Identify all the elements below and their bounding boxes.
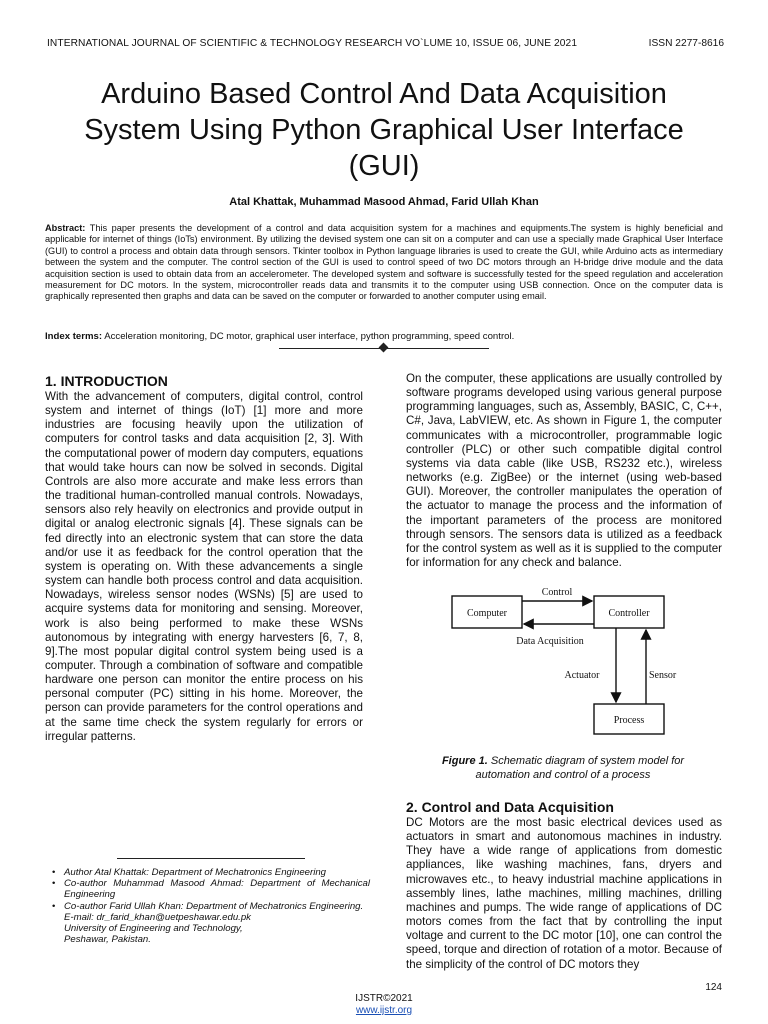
title-line-3: (GUI) bbox=[348, 150, 420, 182]
bullet-icon: • bbox=[52, 900, 56, 912]
control-label: Control bbox=[541, 587, 573, 598]
figure-1-caption bbox=[418, 754, 708, 782]
title-line-2: System Using Python Graphical User Interface bbox=[84, 114, 684, 146]
process-box-label: Process bbox=[613, 715, 645, 726]
page-number: 124 bbox=[705, 982, 722, 993]
figure-caption-label: Figure 1. bbox=[441, 755, 488, 767]
author-list: Atal Khattak, Muhammad Masood Ahmad, Farid Ullah Khan bbox=[229, 196, 539, 208]
footer-copyright: IJSTR©2021 bbox=[355, 993, 413, 1004]
footnote-rule bbox=[117, 858, 305, 859]
footnote-item bbox=[52, 901, 370, 912]
footnote-university: University of Engineering and Technology, bbox=[64, 923, 243, 935]
journal-header: INTERNATIONAL JOURNAL OF SCIENTIFIC & TECHNOLOGY RESEARCH VO`LUME 10, ISSUE 06, JUNE 2021 bbox=[47, 38, 578, 49]
controller-box-label: Controller bbox=[608, 608, 650, 619]
section-2-body: DC Motors are the most basic electrical devices used as actuators in smart and autonomous machines in industry. They have a wide range of applications from domestic appliances, like washing machines, fans, dryers and microwaves etc., to heavy industrial machine applications in assembly lines, lathe machines, milling machines, drilling machines and pumps. The wide range of applications of DC motors comes from the fact that by controlling the input voltage and current to the DC motor [10], one can control the speed, torque and direction of rotation of a motor. Because of the simplicity of the control of DC motors they bbox=[406, 816, 722, 971]
section-separator bbox=[279, 343, 489, 353]
paper-title bbox=[40, 76, 728, 184]
footnote-author-1: Author Atal Khattak: Department of Mechatronics Engineering bbox=[64, 867, 327, 878]
footnotes bbox=[52, 867, 370, 945]
right-column-text: On the computer, these applications are usually controlled by software programs developed using various general purpose programming languages, such as, Assembly, BASIC, C, C++, C#, Java, LabVIEW, etc. As shown in Figure 1, the computer communicates with a microcontroller, programmable logic controller (PLC) or other such compatible digital control systems via data cable (like USB, RS232 etc.), wireless networks (e.g. ZigBee) or the internet (using web-based GUI). Moreover, the controller manipulates the operation of the actuator to manage the process and the information of the important parameters of the process are monitored through sensors. The sensors data is utilized as a feedback for the control system as well as it is supplied to the computer for information for any check and balance. bbox=[406, 372, 722, 570]
footnote-author-3: Co-author Farid Ullah Khan: Department of Mechatronics Engineering. bbox=[64, 900, 364, 912]
figure-caption-text: Schematic diagram of system model for automation and control of a process bbox=[475, 755, 685, 781]
footnote-city: Peshawar, Pakistan. bbox=[64, 934, 151, 946]
footnote-item bbox=[52, 878, 370, 900]
index-terms-text: Acceleration monitoring, DC motor, graphical user interface, python programming, speed control. bbox=[102, 331, 515, 342]
issn-header: ISSN 2277-8616 bbox=[648, 38, 724, 49]
data-acquisition-label: Data Acquisition bbox=[516, 636, 584, 647]
footnote-email: E-mail: dr_farid_khan@uetpeshawar.edu.pk bbox=[64, 911, 251, 923]
figure-1-diagram bbox=[450, 584, 700, 744]
footnote-item bbox=[52, 867, 370, 878]
index-terms bbox=[45, 331, 723, 343]
abstract-text: This paper presents the development of a control and data acquisition system for a machines and equipments.The system is highly beneficial and applicable for internet of things (IoTs) environment. By utilizing the devised system one can sit on a computer and can use a specially made Graphical User Interface (GUI) to control a process and obtain data through sensors. Tkinter toolbox in Python language libraries is used to create the GUI, while Arduino acts as intermediary between the system and the computer. The control section of the GUI is used to control speed of two DC motors through an H-bridge drive module and the data acquisition section is used to obtain data from an accelerometer. The developed system and software is successfully tested for the speed regulation and acceleration measurement for DC motors. In the system, microcontroller reads data and transmits it to the computer using USB connection. Once on the computer data is graphically represented then graphs and data can be saved on the computer or forwarded to another computer using email. bbox=[45, 223, 723, 302]
sensor-label: Sensor bbox=[649, 670, 677, 681]
footnote-author-2: Co-author Muhammad Masood Ahmad: Department of Mechanical Engineering bbox=[64, 878, 370, 901]
section-1-body: With the advancement of computers, digital control, control system and internet of things (IoT) [1] more and more industries are focusing heavily upon the utilization of computers for control tasks and data acquisition [2, 3]. With the computational power of modern day computers, equations that would take hours can now be solved in seconds. Digital Controls are also more accurate and make less errors than the traditional human-controlled manual controls. Nowadays, sensors also rely heavily on electronics and provide output in digital or analog electronic signals [4]. These signals can be fed directly into an electronic system that can store the data and/or use it as feedback for the control operation that the system is operating on. With these advancements a single system can handle both process control and data acquisition. Nowadays, wireless sensor nodes (WSNs) [5] are used to acquire systems data for monitoring and sensing. Moreover, work is also being performed to make these WSNs autonomous by integrating with energy harvesters [6, 7, 8, 9].The most popular digital control system being used is a computer. Through a combination of software and compatible hardware one person can monitor the entire process on his personal computer (PC) sitting in his home. Moreover, the person can provide parameters for the control operations and at the same time check the system regularly for errors or irregular patterns. bbox=[45, 390, 363, 743]
bullet-icon: • bbox=[52, 878, 56, 890]
section-1-heading: 1. INTRODUCTION bbox=[45, 373, 168, 389]
title-line-1: Arduino Based Control And Data Acquisition bbox=[101, 78, 667, 110]
bullet-icon: • bbox=[52, 867, 56, 878]
separator-diamond bbox=[379, 343, 389, 353]
abstract bbox=[45, 223, 723, 303]
page-footer bbox=[0, 993, 768, 1017]
computer-box-label: Computer bbox=[467, 608, 507, 619]
footer-link[interactable]: www.ijstr.org bbox=[355, 1005, 413, 1016]
actuator-label: Actuator bbox=[564, 670, 600, 681]
abstract-label: Abstract: bbox=[45, 223, 86, 233]
section-2-heading: 2. Control and Data Acquisition bbox=[406, 799, 614, 815]
index-terms-label: Index terms: bbox=[45, 331, 103, 342]
